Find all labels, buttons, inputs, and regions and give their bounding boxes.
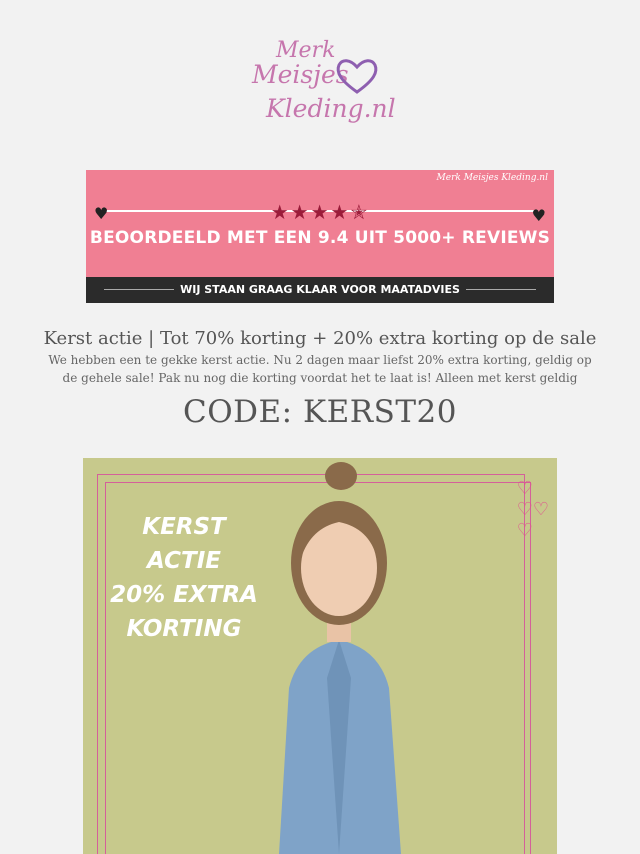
- heart-icon: ♥: [531, 206, 546, 225]
- girl-photo: [219, 458, 459, 854]
- banner-headline: BEOORDEELD MET EEN 9.4 UIT 5000+ REVIEWS: [89, 228, 551, 248]
- reviews-banner[interactable]: [86, 170, 554, 303]
- rating-stars: ★★★★✭: [270, 200, 370, 224]
- logo-line-2: Meisjes: [252, 60, 349, 89]
- heart-icon: ♥: [94, 204, 109, 223]
- banner-footer: [86, 277, 554, 303]
- hero-image[interactable]: [83, 458, 557, 854]
- promo-line: KERST ACTIE: [142, 514, 226, 574]
- logo-line-3: Kleding.nl: [266, 94, 396, 123]
- hearts-icon: ♡ ♡♡ ♡: [516, 478, 549, 541]
- page-title: Kerst actie | Tot 70% korting + 20% extra korting op de sale: [43, 328, 597, 349]
- banner-footer-text: WIJ STAAN GRAAG KLAAR VOOR MAATADVIES: [180, 283, 460, 296]
- intro-text: We hebben een te gekke kerst actie. Nu 2 dagen maar liefst 20% extra korting, geldig op de gehele sale! Pak nu nog die korting voordat het te laat is! Alleen met kerst geldig: [48, 353, 592, 385]
- logo-line-1: Merk: [276, 38, 336, 63]
- promo-line: KORTING: [126, 616, 242, 642]
- discount-code: CODE: KERST20: [183, 394, 457, 430]
- heart-icon: [334, 56, 380, 96]
- promo-line: 20% EXTRA: [110, 582, 258, 608]
- brand-logo[interactable]: [246, 38, 396, 134]
- banner-mini-logo: Merk Meisjes Kleding.nl: [436, 173, 548, 183]
